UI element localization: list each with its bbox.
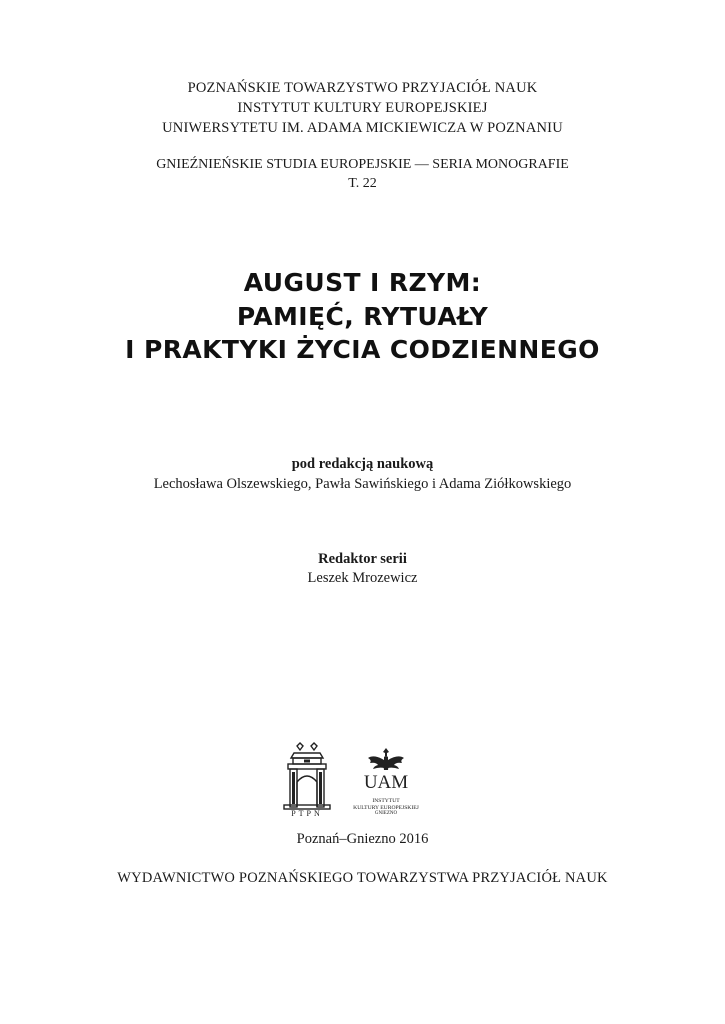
- book-title-line-3: I PRAKTYKI ŻYCIA CODZIENNEGO: [125, 335, 600, 364]
- institution-line-3: UNIWERSYTETU IM. ADAMA MICKIEWICZA W POZNANIU: [162, 120, 563, 136]
- series-volume: T. 22: [348, 176, 377, 191]
- book-title-line-2: PAMIĘĆ, RYTUAŁY: [236, 302, 489, 331]
- uam-logo-text-2: KULTURY EUROPEJSKIEJ: [353, 804, 419, 811]
- institution-line-2: INSTYTUT KULTURY EUROPEJSKIEJ: [237, 100, 488, 116]
- institution-line-1: POZNAŃSKIE TOWARZYSTWO PRZYJACIÓŁ NAUK: [187, 80, 538, 96]
- uam-logo-text-1: INSTYTUT: [372, 798, 400, 804]
- uam-logo-text-3: GNIEZNO: [374, 811, 398, 816]
- series-editor-label: Redaktor serii: [318, 551, 407, 567]
- publisher: WYDAWNICTWO POZNAŃSKIEGO TOWARZYSTWA PRZYJACIÓŁ NAUK: [117, 870, 608, 886]
- ptpn-logo-text: PTPN: [291, 809, 323, 818]
- editors-label: pod redakcją naukową: [291, 456, 434, 472]
- editors-names: Lechosława Olszewskiego, Pawła Sawińskiego i Adama Ziółkowskiego: [153, 476, 572, 492]
- ptpn-logo: [280, 742, 334, 822]
- series-name: GNIEŹNIEŃSKIE STUDIA EUROPEJSKIE — SERIA MONOGRAFIE: [156, 157, 569, 172]
- book-title-line-1: AUGUST I RZYM:: [243, 268, 482, 297]
- uam-eagle-icon: [350, 746, 422, 794]
- uam-mark: UAM: [363, 772, 409, 793]
- place-year: Poznań–Gniezno 2016: [296, 831, 429, 847]
- ptpn-gate-icon: [280, 742, 334, 810]
- uam-logo: [350, 746, 422, 826]
- series-editor-name: Leszek Mrozewicz: [307, 570, 418, 586]
